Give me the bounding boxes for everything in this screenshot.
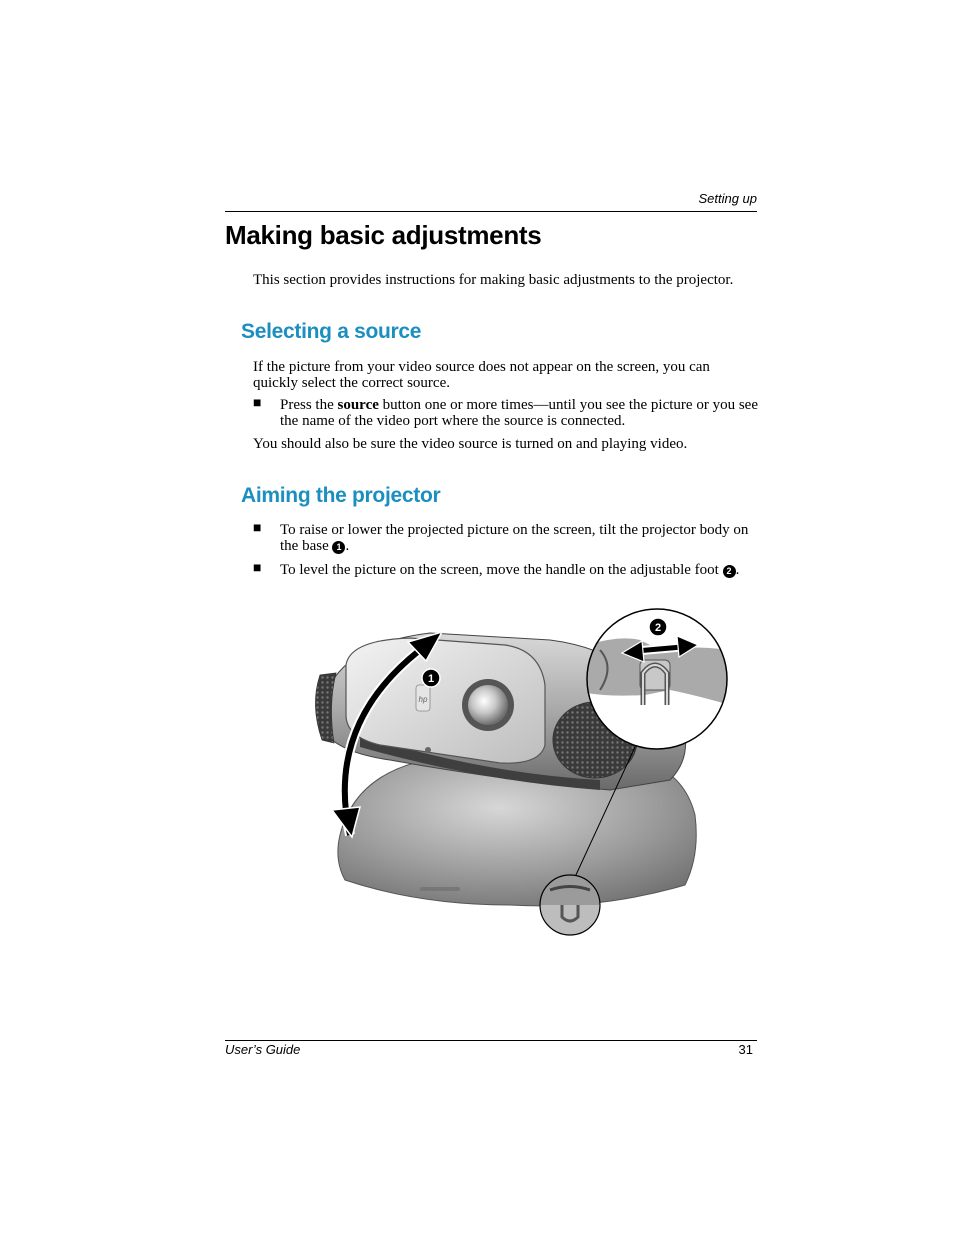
bullet-text: Press the source button one or more times—until you see the picture or you see the name of the video port where the source is connected. — [280, 397, 758, 429]
callout-2-icon: 2 — [723, 565, 736, 578]
footer-guide-title: User’s Guide — [225, 1042, 301, 1057]
callout-2-marker — [649, 618, 667, 636]
front-screw — [425, 747, 431, 753]
foot-detail-zoom — [587, 609, 730, 749]
header-rule — [225, 211, 757, 212]
section-heading-selecting-source: Selecting a source — [241, 320, 422, 343]
page-number: 31 — [738, 1042, 753, 1057]
lens — [468, 685, 508, 725]
svg-text:2: 2 — [654, 622, 662, 634]
video-source-note: You should also be sure the video source is turned on and playing video. — [253, 436, 688, 452]
callout-1-icon: 1 — [332, 541, 345, 554]
base-indicator — [420, 887, 460, 891]
bullet-marker: ■ — [253, 561, 262, 576]
running-head: Setting up — [698, 191, 757, 206]
footer-rule — [225, 1040, 757, 1041]
section-heading-aiming-projector: Aiming the projector — [241, 484, 441, 507]
foot-detail-small — [540, 875, 600, 935]
bullet-text: To level the picture on the screen, move the handle on the adjustable foot 2 . — [280, 562, 740, 578]
svg-text:1: 1 — [427, 673, 435, 685]
intro-paragraph: This section provides instructions for making basic adjustments to the projector. — [253, 272, 734, 288]
hp-logo-text: hp — [418, 695, 428, 704]
source-paragraph: If the picture from your video source does not appear on the screen, you can quickly select the correct source. — [253, 359, 710, 391]
bullet-marker: ■ — [253, 521, 262, 536]
bullet-text: To raise or lower the projected picture on the screen, tilt the projector body on the base 1 . — [280, 522, 749, 554]
projector-illustration — [300, 605, 740, 940]
bullet-marker: ■ — [253, 396, 262, 411]
source-button-name: source — [337, 397, 379, 413]
page-title: Making basic adjustments — [225, 220, 542, 250]
callout-1-marker — [422, 669, 440, 687]
